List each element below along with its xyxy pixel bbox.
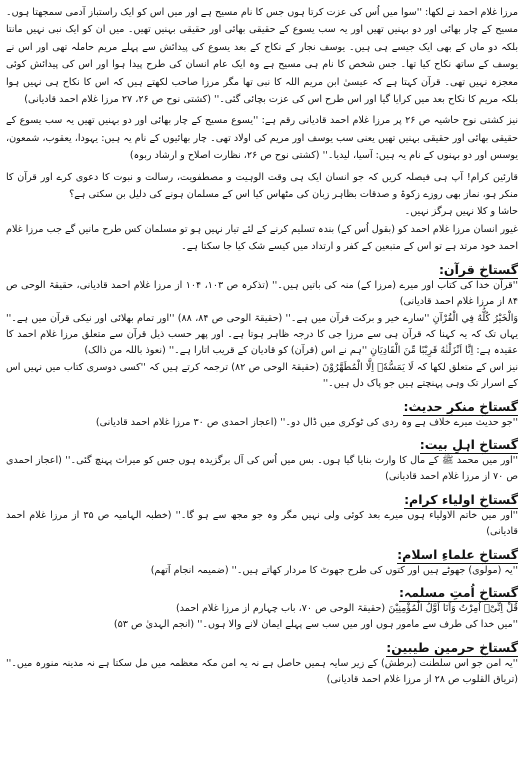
- section-heading: گستاخِ حرمین طیبین:: [386, 639, 518, 655]
- section-line: ''اور میں خاتم الاولیاء ہوں میرے بعد کوئی ولی نہیں مگر وہ جو مجھ سے ہو گا۔'' (خطبہ الہامیہ ص ۳۵ از مرزا غلام احمد قادیانی): [6, 509, 519, 538]
- section-line: وَالْخَيْرُ كُلُّهُ فِي الْقُرْآنِ ''سارے خیر و برکت قرآن میں ہے۔'' (حقیقۃ الوحی ص ۸۴، ۸۸) ''اور تمام بھلائی اور نیکی قرآن میں ہے۔'' یہاں تک کہ یہ کہنا کہ قرآن ہی سے مرزا جی کا درجہ ظاہر ہوتا ہے۔ اور پھر حسب ذیل قرآن سے متعلق مرزا غلام احمد کا عقیدہ ہے: اِنَّا اَنْزَلْنٰهُ قَرِيْبًا مِّنَ الْقَادِيَانِ ''ہم نے اس (قرآن) کو قادیان کے قریب اتارا ہے۔'' (نعوذ باللہ من ذالک): [6, 312, 518, 357]
- section-ulama: [6, 546, 518, 579]
- section-line: قُلْ اِنِّىْۤ اُمِرْتُ وَاَنَا اَوَّلُ الْمُؤْمِنِيْنَ (حقیقۃ الوحی ص ۷۰، باب چہارم از مرزا غلام احمد): [176, 602, 518, 614]
- second-paragraph: نیز کشتی نوح حاشیہ ص ۲۶ پر مرزا غلام احمد قادیانی رقم ہے: ''یسوع مسیح کے چار بھائی اور دو بہنیں تھیں یہ سب یسوع کے حقیقی بھائی اور حقیقی بہنیں تھیں یعنی سب یوسف اور مریم کی اولاد تھی۔ چار بھائیوں کے نام یہ ہیں: یہودا، یعقوب، شمعون، یوسس اور دو بہنوں کے نام یہ ہیں: آسیا، لیدیا۔'' (کشتی نوح ص ۲۶، نظارت اصلاح و ارشاد ربوہ): [6, 115, 518, 162]
- ghair-paragraph: غیور انسان مرزا غلام احمد کو (بقول اُس کے) بندہ تسلیم کرنے کے لئے تیار نہیں ہو تو مسلمان کس طرح مانیں گے جب مرزا غلام احمد خود مرتد ہے تو اس کے متبعین کے کفر و ارتداد میں کیسے شک کیا جا سکتا ہے۔: [6, 223, 518, 253]
- section-heading: گستاخِ علماءِ اسلام:: [397, 546, 518, 562]
- section-line: ''جو حدیث میرے خلاف ہے وہ ردی کی ٹوکری میں ڈال دو۔'' (اعجاز احمدی ص ۳۰ مرزا غلام احمد قادیانی): [95, 416, 518, 428]
- intro-paragraph: مرزا غلام احمد نے لکھا: ''سوا میں اُس کی عزت کرتا ہوں جس کا نام مسیح ہے اور میں اس کو ایک راستباز آدمی سمجھتا ہوں۔ مسیح کے چار بھائی اور دو بہنیں تھیں اور یہ سب یسوع کے حقیقی بھائی اور حقیقی بہنیں تھیں۔ میں ان کو ایک نبی نہیں مانتا بلکہ دو ماں کے بھی ایک جیسے ہی ہیں۔ یوسف نجار کے نکاح کے بعد یسوع کی پیدائش سے پہلے مریم حاملہ تھی اور اس نے یوسف کے ساتھ نکاح کیا تھا۔ جس شخص کا نام ہی مسیح ہے وہ ایک عام انسان کی طرح پیدا ہوا اور اس کی پیدائش کوئی معجزہ نہیں تھی۔ قرآن کہتا ہے کہ عیسیٰ ابن مریم اللہ کا نبی تھا مگر مرزا صاحب لکھتے ہیں کہ اس کا نکاح ہی نہیں ہوا بلکہ مریم کا نکاح بعد میں کرایا گیا اور اس طرح اس کی عزت بچائی گئی۔'' (کشتی نوح ص ۲۶، ۲۷ مرزا غلام احمد قادیانی): [6, 7, 518, 106]
- readers-paragraph: قارئین کرام! آپ ہی فیصلہ کریں کہ جو انسان ایک ہی وقت الوہیت و مصطفویت، رسالت و نبوت کا دعوی کرے اور قرآن کا منکر ہو، نماز بھی روزے زکوۃ و صدقات بظاہر زبان کی مٹھاس کیا اس کے مسلمان ہونے کی دلیل بن سکتی ہے؟: [6, 171, 518, 201]
- section-auliya: [6, 491, 518, 541]
- hasha-line: حاشا و کلا نہیں ہرگز نہیں۔: [404, 206, 518, 218]
- section-heading: گستاخِ اہلِ بیت:: [419, 436, 518, 452]
- section-heading: گستاخِ اولیاء کرام:: [404, 491, 518, 507]
- section-line: ''یہ امن جو اس سلطنت (برطش) کے زیر سایہ ہمیں حاصل ہے نہ یہ امن مکہ معظمہ میں مل سکتا ہے نہ مدینہ منورہ میں۔'' (تریاق القلوب ص ۲۸ از مرزا غلام احمد قادیانی): [6, 657, 518, 686]
- section-line: ''قرآن خدا کی کتاب اور میرے (مرزا کے) منہ کی باتیں ہیں۔'' (تذکرہ ص ۱۰۳، ۱۰۴ از مرزا غلام احمد قادیانی، حقیقۃ الوحی ص ۸۴ از مرزا غلام احمد قادیانی): [6, 279, 518, 308]
- section-heading: گستاخِ قرآن:: [438, 261, 518, 277]
- section-quran: [6, 261, 518, 393]
- section-ummat: [6, 584, 518, 634]
- section-line: ''یہ (مولوی) جھوٹے ہیں اور کتوں کی طرح جھوٹ کا مردار کھاتے ہیں۔'' (ضمیمہ انجام آتھم): [150, 564, 518, 576]
- section-heading: گستاخِ اُمتِ مسلمہ:: [398, 584, 518, 600]
- section-hadith: [6, 398, 518, 431]
- section-heading: گستاخِ منکرِ حدیث:: [403, 398, 518, 414]
- section-line: ''میں خدا کی طرف سے مامور ہوں اور میں سب سے پہلے ایمان لانے والا ہوں۔'' (انجم الہدیٰ ص ۵۳): [113, 619, 518, 631]
- section-line: نیز اس کے متعلق لکھا کہ لَا يَمَسُّهٗۤ اِلَّا الْمُطَهَّرُوْنَ (حقیقۃ الوحی ص ۸۲) ترجمہ کرتے ہیں کہ ''کسی دوسری کتاب میں نہیں اس کے اسرار تک وہی پہنچتے ہیں جو پاک دل ہیں۔'': [6, 361, 518, 390]
- section-haramain: [6, 639, 518, 689]
- section-line: ''اور میں محمد ﷺ کے مال کا وارث بنایا گیا ہوں۔ بس میں اُس کی آل برگزیدہ ہوں جس کو میراث پہنچ گئی۔'' (اعجاز احمدی ص ۷۰ از مرزا غلام احمد قادیانی): [6, 454, 518, 483]
- section-ahlebait: [6, 436, 518, 486]
